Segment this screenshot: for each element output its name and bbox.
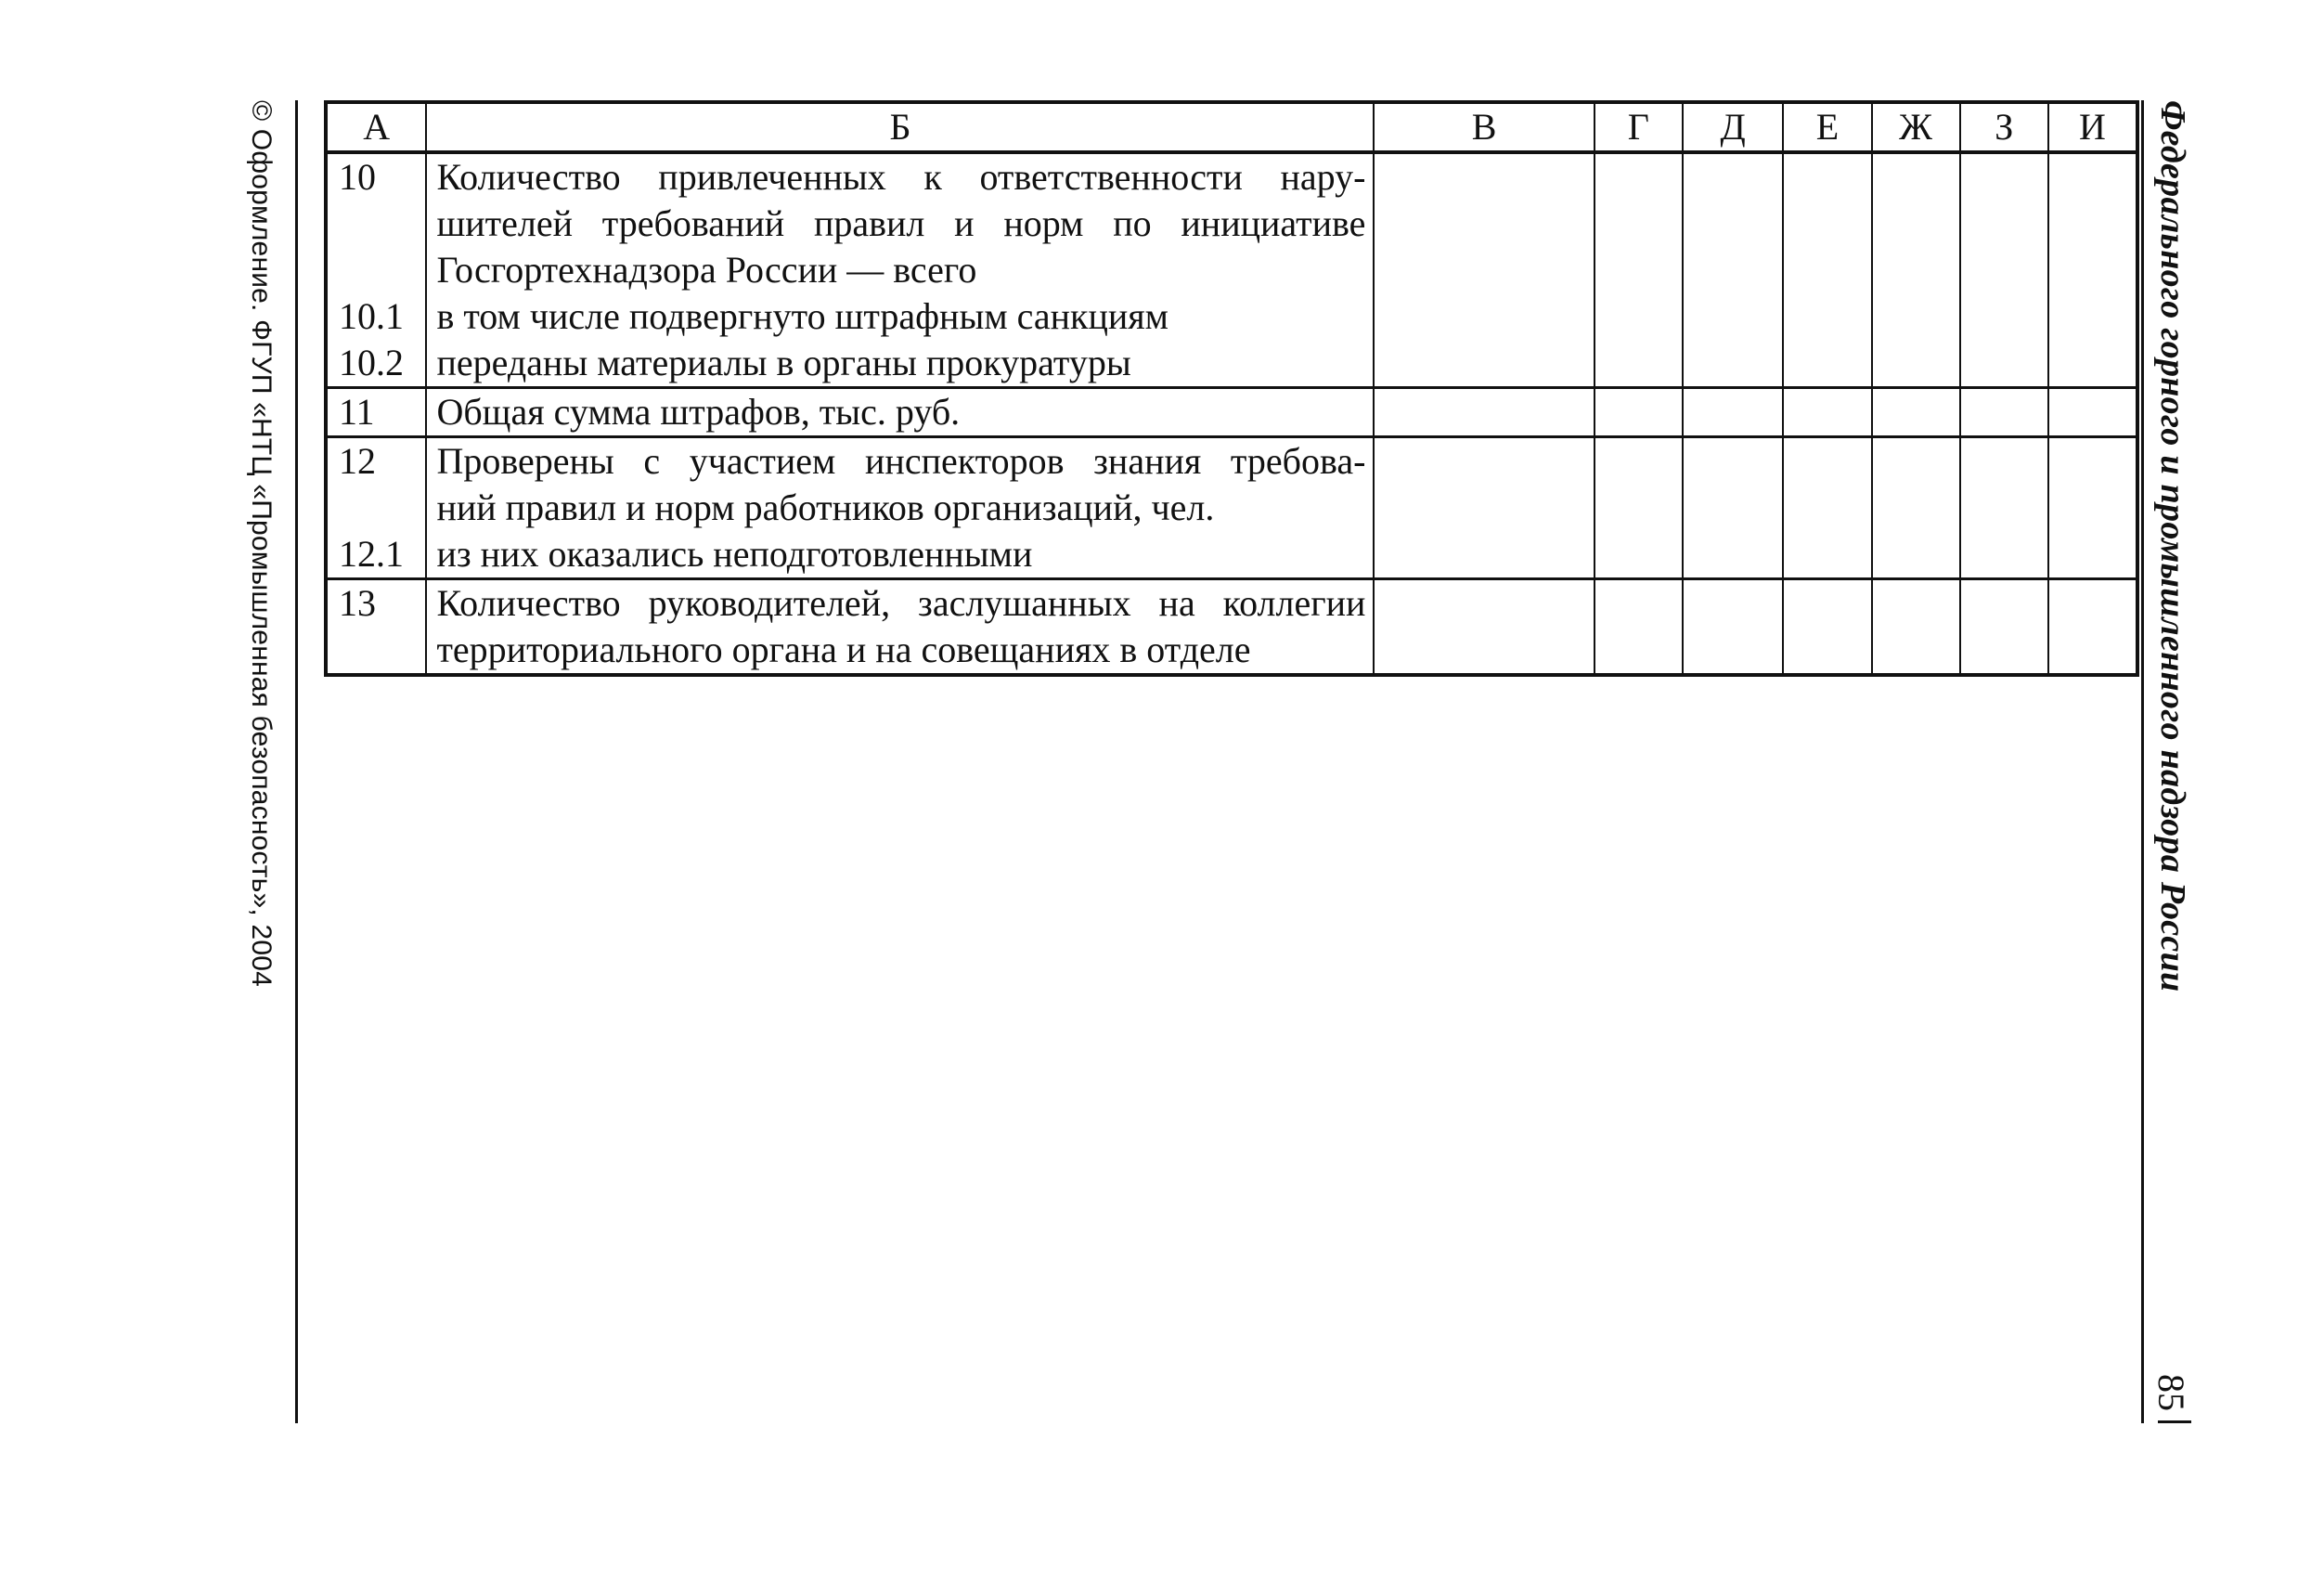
value-cell-zh: [1872, 152, 1960, 388]
row-number: 12.1: [339, 533, 404, 575]
value-cell-v: [1374, 437, 1594, 579]
row-description-line: Количество руководителей, заслушанных на коллегии: [436, 582, 1366, 624]
page-number-rule: [2158, 1420, 2191, 1423]
row-description-line: Госгортехнадзора России — всего: [436, 249, 977, 291]
value-cell-z: [1960, 437, 2048, 579]
row-description-cell: [426, 579, 1374, 676]
value-cell-v: [1374, 388, 1594, 437]
value-cell-i: [2048, 579, 2137, 676]
header-row: [326, 102, 2137, 152]
column-header-b: Б: [426, 102, 1374, 152]
value-cell-z: [1960, 579, 2048, 676]
left-margin-rule: [295, 100, 298, 1423]
row-number: [339, 201, 425, 247]
row-number-cell: [326, 437, 426, 579]
value-cell-i: [2048, 388, 2137, 437]
row-number-cell: [326, 579, 426, 676]
column-header-g: Г: [1595, 102, 1683, 152]
table-row: [326, 388, 2137, 437]
column-header-i: И: [2048, 102, 2137, 152]
table-row: [326, 152, 2137, 388]
value-cell-d: [1683, 152, 1783, 388]
row-number: 10.1: [339, 295, 404, 337]
page-number-text: 85: [2150, 1374, 2192, 1411]
value-cell-g: [1595, 152, 1683, 388]
table-row: [326, 579, 2137, 676]
row-number: [339, 247, 425, 293]
row-description-cell: [426, 152, 1374, 388]
row-number-cell: [326, 388, 426, 437]
value-cell-g: [1595, 437, 1683, 579]
value-cell-i: [2048, 152, 2137, 388]
row-description-cell: [426, 388, 1374, 437]
value-cell-v: [1374, 579, 1594, 676]
row-number-cell: [326, 152, 426, 388]
row-number: 13: [339, 582, 376, 624]
value-cell-d: [1683, 579, 1783, 676]
row-number: 10: [339, 156, 376, 198]
row-description-line: Общая сумма штрафов, тыс. руб.: [436, 391, 961, 433]
row-description-line: территориального органа и на совещаниях в отделе: [436, 629, 1251, 670]
right-margin-rule: [2141, 100, 2144, 1423]
row-number: [339, 485, 425, 531]
row-description-line: ний правил и норм работников организаций, чел.: [436, 486, 1215, 528]
value-cell-e: [1783, 388, 1871, 437]
value-cell-zh: [1872, 388, 1960, 437]
value-cell-i: [2048, 437, 2137, 579]
row-number: [339, 627, 425, 673]
row-number: 11: [339, 391, 375, 433]
value-cell-e: [1783, 437, 1871, 579]
value-cell-g: [1595, 388, 1683, 437]
running-header-text: Федерального горного и промышленного надзора России: [2153, 100, 2192, 992]
row-description-line: в том числе подвергнуто штрафным санкциям: [436, 295, 1168, 337]
value-cell-e: [1783, 152, 1871, 388]
row-description-cell: [426, 437, 1374, 579]
column-header-d: Д: [1683, 102, 1783, 152]
row-description-line: шителей требований правил и норм по инициативе: [436, 202, 1366, 244]
value-cell-g: [1595, 579, 1683, 676]
value-cell-z: [1960, 388, 2048, 437]
value-cell-d: [1683, 437, 1783, 579]
column-header-v: В: [1374, 102, 1594, 152]
column-header-e: Е: [1783, 102, 1871, 152]
report-table-container: [324, 100, 2139, 677]
row-description-line: из них оказались неподготовленными: [436, 533, 1033, 575]
row-description-line: Количество привлеченных к ответственности нару-: [436, 156, 1366, 198]
report-table: [324, 100, 2139, 677]
row-description-line: Проверены с участием инспекторов знания требова-: [436, 440, 1366, 482]
column-header-z: З: [1960, 102, 2048, 152]
table-row: [326, 437, 2137, 579]
value-cell-zh: [1872, 437, 1960, 579]
row-description-line: переданы материалы в органы прокуратуры: [436, 342, 1131, 383]
value-cell-d: [1683, 388, 1783, 437]
row-number: 12: [339, 440, 376, 482]
column-header-zh: Ж: [1872, 102, 1960, 152]
row-number: 10.2: [339, 342, 404, 383]
value-cell-v: [1374, 152, 1594, 388]
copyright-text: © Оформление. ФГУП «НТЦ «Промышленная безопасность», 2004: [246, 100, 277, 988]
value-cell-z: [1960, 152, 2048, 388]
column-header-a: А: [326, 102, 426, 152]
value-cell-zh: [1872, 579, 1960, 676]
value-cell-e: [1783, 579, 1871, 676]
